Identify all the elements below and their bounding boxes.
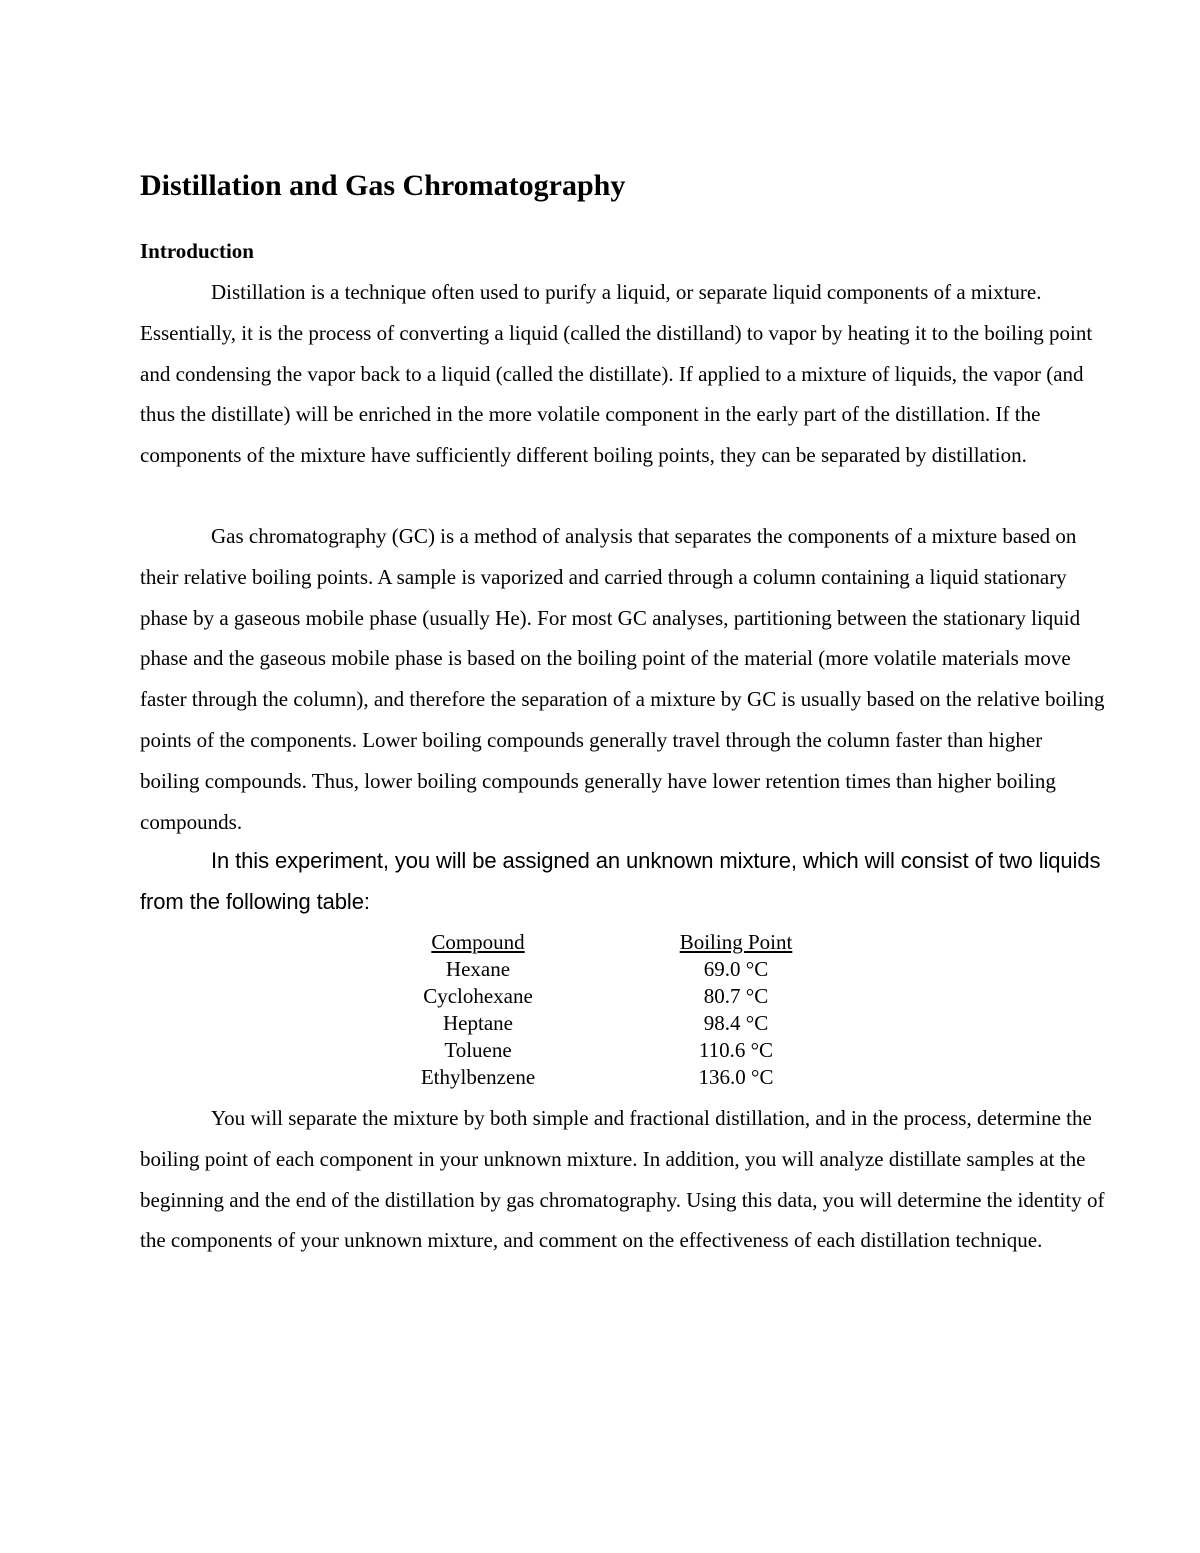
boiling-point-cell: 98.4 °C xyxy=(703,1011,769,1035)
table-row xyxy=(380,1037,896,1064)
table-header-boiling-point-label: Boiling Point xyxy=(679,930,793,954)
paragraph-distillation: Distillation is a technique often used to purify a liquid, or separate liquid components of a mixture. Essentially, it is the process of converting a liquid (called the distilland) to vapor by heating it to the boiling point and condensing the vapor back to a liquid (called the distillate). If applied to a mixture of liquids, the vapor (and thus the distillate) will be enriched in the more volatile component in the early part of the distillation. If the components of the mixture have sufficiently different boiling points, they can be separated by distillation. xyxy=(140,280,1093,468)
document-title: Distillation and Gas Chromatography xyxy=(140,169,626,202)
boiling-point-cell: 80.7 °C xyxy=(703,984,769,1008)
paragraph-gas-chromatography: Gas chromatography (GC) is a method of analysis that separates the components of a mixture based on their relative boiling points. A sample is vaporized and carried through a column containing a liquid stationary phase by a gaseous mobile phase (usually He). For most GC analyses, partitioning between the stationary liquid phase and the gaseous mobile phase is based on the boiling point of the material (more volatile materials move faster through the column), and therefore the separation of a mixture by GC is usually based on the relative boiling points of the components. Lower boiling compounds generally travel through the column faster than higher boiling compounds. Thus, lower boiling compounds generally have lower retention times than higher boiling compounds. xyxy=(140,524,1105,834)
table-row xyxy=(380,1064,896,1091)
table-row xyxy=(380,1010,896,1037)
paragraph-experiment-intro: In this experiment, you will be assigned an unknown mixture, which will consist of two liquids from the following table: xyxy=(140,848,1101,914)
boiling-point-table xyxy=(380,929,896,1091)
table-header-compound xyxy=(380,929,576,956)
compound-cell: Toluene xyxy=(444,1038,512,1062)
section-heading-introduction: Introduction xyxy=(140,239,254,263)
table-header-row xyxy=(380,929,896,956)
table-header-compound-label: Compound xyxy=(431,930,525,954)
compound-cell: Cyclohexane xyxy=(423,984,533,1008)
boiling-point-cell: 136.0 °C xyxy=(698,1065,774,1089)
table-row xyxy=(380,956,896,983)
table-row xyxy=(380,983,896,1010)
boiling-point-cell: 69.0 °C xyxy=(703,957,769,981)
compound-cell: Ethylbenzene xyxy=(420,1065,536,1089)
table-header-boiling-point xyxy=(576,929,896,956)
compound-cell: Heptane xyxy=(443,1011,513,1035)
compound-cell: Hexane xyxy=(445,957,511,981)
boiling-point-cell: 110.6 °C xyxy=(698,1038,774,1062)
paragraph-procedure-summary: You will separate the mixture by both simple and fractional distillation, and in the process, determine the boiling point of each component in your unknown mixture. In addition, you will analyze distillate samples at the beginning and the end of the distillation by gas chromatography. Using this data, you will determine the identity of the components of your unknown mixture, and comment on the effectiveness of each distillation technique. xyxy=(140,1106,1105,1253)
